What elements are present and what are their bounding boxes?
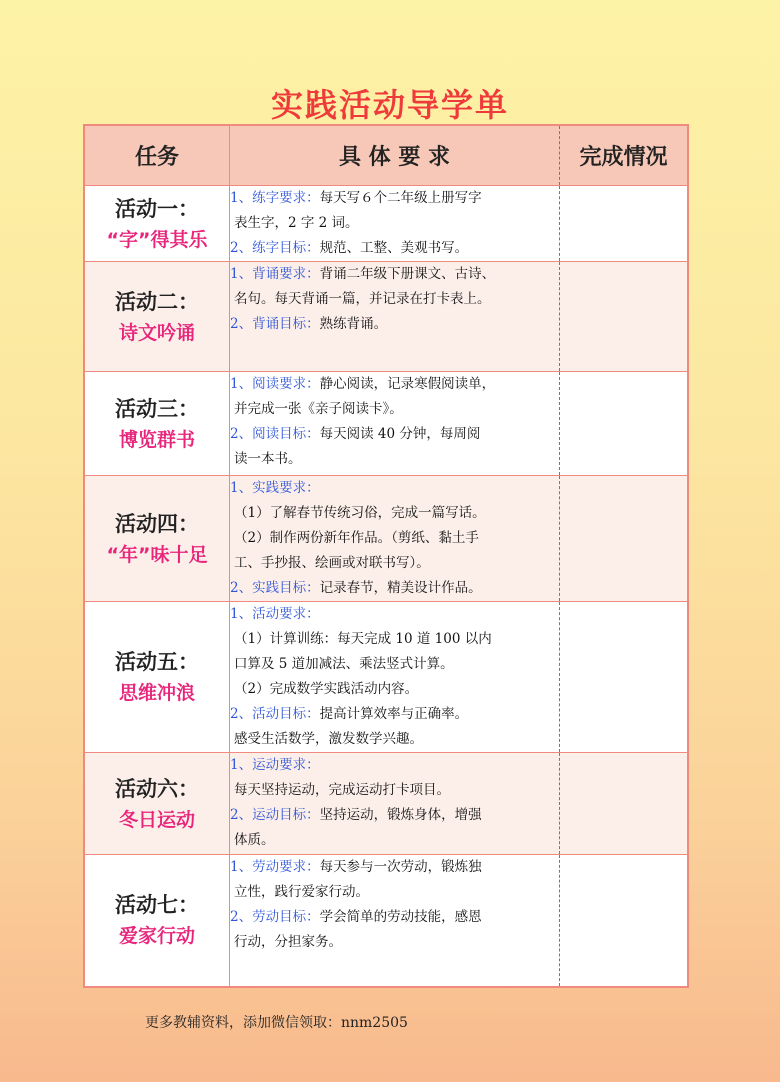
requirement-label: 1、实践要求： <box>230 480 320 496</box>
requirement-line <box>230 211 559 236</box>
task-cell <box>84 186 230 262</box>
requirement-label: 2、劳动目标： <box>230 909 320 925</box>
requirement-text: （1）计算训练：每天完成 10 道 100 以内 <box>234 631 492 647</box>
requirements-cell <box>230 476 560 602</box>
table-row <box>84 186 688 262</box>
requirement-line <box>230 905 559 930</box>
requirement-label: 1、背诵要求： <box>230 266 320 282</box>
activity-theme: 冬日运动 <box>118 808 195 831</box>
completion-cell[interactable] <box>560 753 689 855</box>
requirements-cell <box>230 855 560 987</box>
requirements-cell <box>230 602 560 753</box>
header-task: 任务 <box>84 125 230 186</box>
requirement-text: 规范、工整、美观书写。 <box>319 240 469 256</box>
requirement-label: 1、活动要求： <box>230 606 320 622</box>
task-cell <box>84 372 230 476</box>
activity-theme: 思维冲浪 <box>118 682 195 704</box>
requirement-line <box>230 727 559 752</box>
requirement-text: 每天阅读 40 分钟，每周阅 <box>319 426 481 442</box>
activity-name: 活动五： <box>115 650 199 674</box>
requirement-line <box>230 677 559 702</box>
requirement-line <box>230 855 559 880</box>
requirement-text: 读一本书。 <box>234 451 302 467</box>
task-cell <box>84 602 230 753</box>
requirement-text: 口算及 5 道加减法、乘法竖式计算。 <box>234 656 454 672</box>
completion-cell[interactable] <box>560 372 689 476</box>
requirement-line <box>230 186 559 211</box>
activity-name: 活动三： <box>115 396 199 421</box>
requirements-cell <box>230 186 560 262</box>
requirement-text: 每天写６个二年级上册写字 <box>319 190 482 206</box>
table-row <box>84 855 688 987</box>
requirement-line <box>230 627 559 652</box>
requirement-line <box>230 753 559 778</box>
requirement-line <box>230 236 559 261</box>
completion-cell[interactable] <box>560 476 689 602</box>
requirement-text: 名句。每天背诵一篇，并记录在打卡表上。 <box>234 291 491 307</box>
requirement-line <box>230 372 559 397</box>
table-row <box>84 372 688 476</box>
requirement-line <box>230 880 559 905</box>
activity-name: 活动六： <box>115 776 199 801</box>
table-body <box>84 186 688 987</box>
requirement-line <box>230 576 559 601</box>
requirement-text: 背诵二年级下册课文、古诗、 <box>319 266 496 282</box>
task-cell <box>84 855 230 987</box>
requirement-text: 感受生活数学，激发数学兴趣。 <box>234 731 423 747</box>
completion-cell[interactable] <box>560 262 689 372</box>
requirement-line <box>230 828 559 853</box>
requirement-text: 记录春节，精美设计作品。 <box>319 580 482 596</box>
requirement-line <box>230 803 559 828</box>
requirement-label: 1、劳动要求： <box>230 859 320 875</box>
requirement-line <box>230 501 559 526</box>
requirement-line <box>230 447 559 472</box>
requirement-line <box>230 287 559 312</box>
requirement-label: 2、实践目标： <box>230 580 320 596</box>
completion-cell[interactable] <box>560 602 689 753</box>
requirement-label: 1、练字要求： <box>230 190 320 206</box>
activity-name: 活动二： <box>115 289 199 314</box>
activity-theme: “字”得其乐 <box>106 228 208 251</box>
page-title: 实践活动导学单 <box>270 86 509 124</box>
requirement-text: 每天坚持运动，完成运动打卡项目。 <box>234 782 450 798</box>
table-row <box>84 476 688 602</box>
activity-theme: 爱家行动 <box>118 925 195 948</box>
requirement-text: 坚持运动，锻炼身体，增强 <box>319 807 482 823</box>
table-row <box>84 262 688 372</box>
header-requirements: 具 体 要 求 <box>230 125 560 186</box>
task-cell <box>84 753 230 855</box>
requirement-line <box>230 778 559 803</box>
requirement-line <box>230 602 559 627</box>
requirement-text: 工、手抄报、绘画或对联书写）。 <box>234 555 430 571</box>
requirement-label: 2、阅读目标： <box>230 426 320 442</box>
requirement-label: 2、运动目标： <box>230 807 320 823</box>
task-cell <box>84 262 230 372</box>
requirement-line <box>230 702 559 727</box>
requirements-cell <box>230 753 560 855</box>
requirement-text: 行动，分担家务。 <box>234 934 342 950</box>
requirement-line <box>230 930 559 955</box>
header-completion: 完成情况 <box>560 125 689 186</box>
requirement-text: （2）完成数学实践活动内容。 <box>234 681 419 697</box>
requirements-cell <box>230 372 560 476</box>
activity-theme: 诗文吟诵 <box>118 321 195 344</box>
completion-cell[interactable] <box>560 855 689 987</box>
activity-name: 活动七： <box>115 893 199 918</box>
activity-name: 活动一： <box>115 196 199 221</box>
activity-theme: 博览群书 <box>118 428 195 451</box>
requirement-text: （1）了解春节传统习俗，完成一篇写话。 <box>234 505 486 521</box>
table-header-row <box>84 125 688 186</box>
requirement-text: 学会简单的劳动技能，感恩 <box>319 909 482 925</box>
activity-table <box>83 124 689 988</box>
activity-name: 活动四： <box>115 511 199 536</box>
requirement-text: 体质。 <box>234 832 275 848</box>
table-row <box>84 602 688 753</box>
table-row <box>84 753 688 855</box>
requirement-line <box>230 422 559 447</box>
requirement-line <box>230 476 559 501</box>
requirement-line <box>230 397 559 422</box>
task-cell <box>84 476 230 602</box>
requirement-line <box>230 526 559 551</box>
requirements-cell <box>230 262 560 372</box>
requirement-text: 提高计算效率与正确率。 <box>319 706 469 722</box>
requirement-text: 立性，践行爱家行动。 <box>234 884 369 900</box>
requirement-line <box>230 652 559 677</box>
requirement-label: 1、运动要求： <box>230 757 320 773</box>
requirement-text: 并完成一张《亲子阅读卡》。 <box>234 401 403 417</box>
requirement-text: （2）制作两份新年作品。（剪纸、黏土手 <box>234 530 479 546</box>
requirement-label: 1、阅读要求： <box>230 376 320 392</box>
requirement-text: 每天参与一次劳动，锻炼独 <box>319 859 482 875</box>
requirement-line <box>230 551 559 576</box>
requirement-text: 静心阅读，记录寒假阅读单， <box>319 376 496 392</box>
completion-cell[interactable] <box>560 186 689 262</box>
requirement-text: 熟练背诵。 <box>319 316 388 332</box>
requirement-label: 2、活动目标： <box>230 706 320 722</box>
requirement-line <box>230 262 559 287</box>
requirement-label: 2、背诵目标： <box>230 316 320 332</box>
requirement-text: 表生字，2 字 2 词。 <box>234 215 359 231</box>
activity-theme: “年”味十足 <box>106 543 208 566</box>
requirement-line <box>230 312 559 337</box>
footer-note: 更多教辅资料，添加微信领取：nnm2505 <box>145 1015 408 1031</box>
requirement-label: 2、练字目标： <box>230 240 320 256</box>
